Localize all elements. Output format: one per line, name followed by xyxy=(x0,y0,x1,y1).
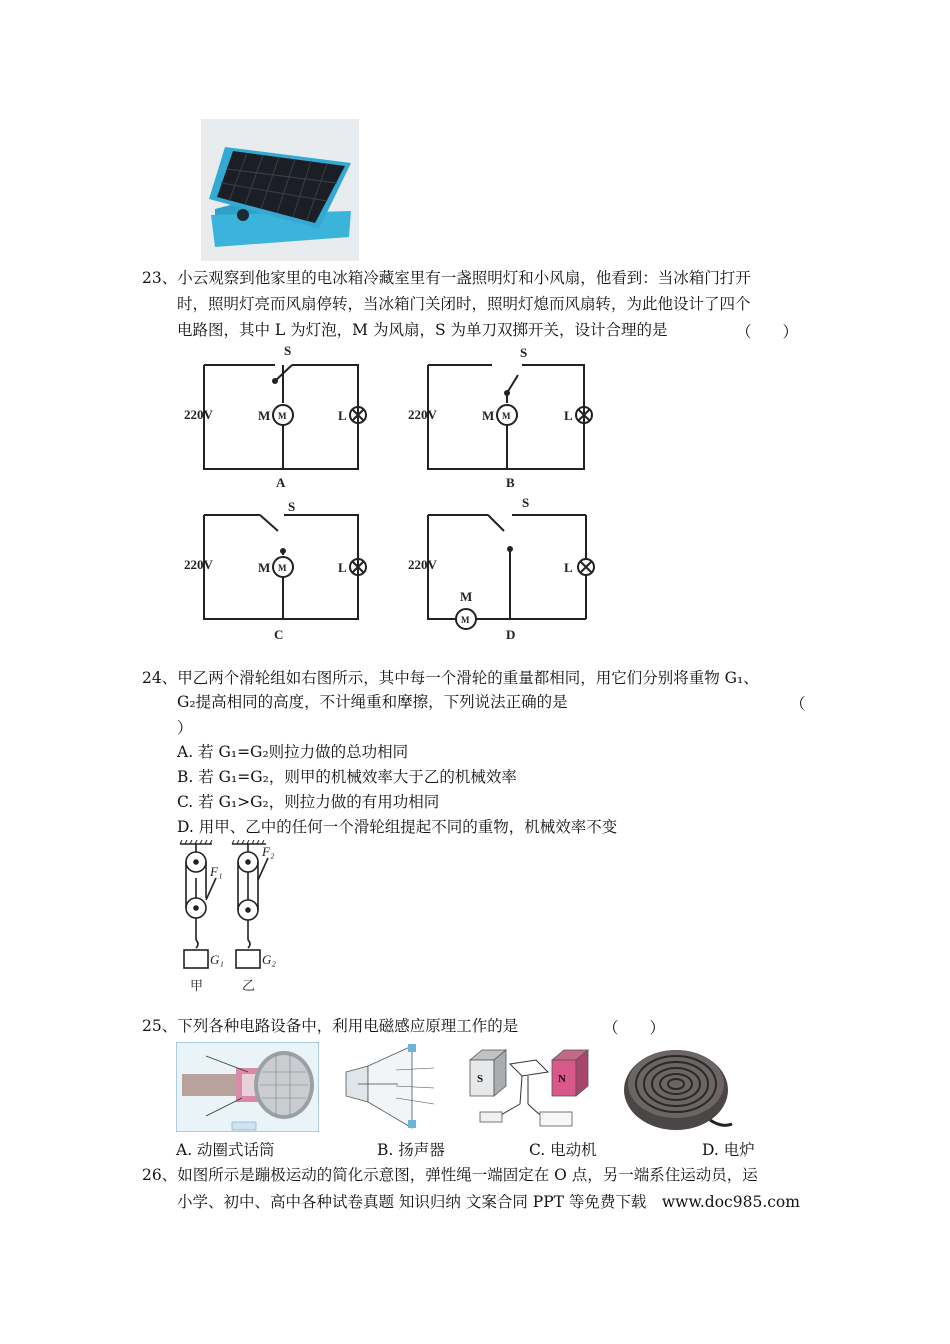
circuit-a-lamp-label: L xyxy=(338,408,347,423)
circuit-diagram-d xyxy=(404,497,604,645)
svg-text:M: M xyxy=(502,411,511,421)
pulley-diagram xyxy=(172,840,282,1000)
circuit-d-voltage-label: 220V xyxy=(408,557,437,572)
circuit-b-voltage-label: 220V xyxy=(408,407,437,422)
circuit-a-label: A xyxy=(276,475,286,490)
circuit-c-label: C xyxy=(274,627,284,642)
q25-option-a: A. 动圈式话筒 xyxy=(176,1141,275,1159)
q25-option-d: D. 电炉 xyxy=(702,1141,755,1159)
q24-paren-open: （ xyxy=(790,695,806,713)
circuit-d-switch-label: S xyxy=(522,497,530,510)
circuit-a-switch-label: S xyxy=(284,345,292,358)
page-footer: 小学、初中、高中各种试卷真题 知识归纳 文案合同 PPT 等免费下载 www.doc985.com xyxy=(177,1193,800,1211)
microphone-diagram xyxy=(176,1042,319,1132)
q24-line-2: G₂提高相同的高度，不计绳重和摩擦，下列说法正确的是 xyxy=(177,693,568,711)
q24-line-1: 24、甲乙两个滑轮组如右图所示，其中每一个滑轮的重量都相同，用它们分别将重物 G₁、 xyxy=(142,669,759,687)
pulley-yi-label: 乙 xyxy=(242,978,256,993)
circuit-diagram-b xyxy=(404,345,604,495)
circuit-diagram-c xyxy=(180,497,380,645)
q24-option-b: B. 若 G₁=G₂，则甲的机械效率大于乙的机械效率 xyxy=(177,768,517,786)
circuit-a-voltage-label: 220V xyxy=(184,407,213,422)
electric-stove-photo xyxy=(618,1042,734,1134)
q23-line-1: 23、小云观察到他家里的电冰箱冷藏室里有一盏照明灯和小风扇，他看到：当冰箱门打开 xyxy=(142,269,751,287)
pulley-g2-label: G₂ xyxy=(262,952,276,967)
q23-line-3: 电路图，其中 L 为灯泡，M 为风扇，S 为单刀双掷开关，设计合理的是 xyxy=(177,321,668,339)
q23-line-2: 时，照明灯亮而风扇停转，当冰箱门关闭时，照明灯熄而风扇转，为此他设计了四个 xyxy=(177,295,751,313)
circuit-a-motor-label: M xyxy=(258,408,271,423)
svg-text:M: M xyxy=(278,411,287,421)
svg-text:M: M xyxy=(461,615,470,625)
circuit-b-label: B xyxy=(506,475,515,490)
pulley-jia-label: 甲 xyxy=(190,978,204,993)
pulley-g1-label: G₁ xyxy=(210,952,224,967)
q24-paren-close: ） xyxy=(177,719,193,737)
q24-option-a: A. 若 G₁=G₂则拉力做的总功相同 xyxy=(177,743,409,761)
q24-option-c: C. 若 G₁>G₂，则拉力做的有用功相同 xyxy=(177,793,440,811)
circuit-b-motor-label: M xyxy=(482,408,495,423)
circuit-c-lamp-label: L xyxy=(338,560,347,575)
solar-clip-photo xyxy=(201,119,359,261)
circuit-b-lamp-label: L xyxy=(564,408,573,423)
q23-answer-paren: （ ） xyxy=(736,323,799,341)
speaker-diagram xyxy=(338,1042,446,1132)
motor-n-pole: N xyxy=(558,1073,566,1085)
q25-answer-paren: （ ） xyxy=(603,1019,666,1037)
q25-option-c: C. 电动机 xyxy=(529,1141,597,1159)
circuit-c-voltage-label: 220V xyxy=(184,557,213,572)
circuit-c-motor-label: M xyxy=(258,560,271,575)
motor-diagram xyxy=(466,1042,590,1134)
circuit-diagram-a xyxy=(180,345,380,495)
q24-option-d: D. 用甲、乙中的任何一个滑轮组提起不同的重物，机械效率不变 xyxy=(177,818,618,836)
circuit-c-switch-label: S xyxy=(288,499,296,514)
circuit-d-lamp-label: L xyxy=(564,560,573,575)
circuit-b-switch-label: S xyxy=(520,345,528,360)
q26-line-1: 26、如图所示是蹦极运动的简化示意图，弹性绳一端固定在 O 点，另一端系住运动员，运 xyxy=(142,1166,758,1184)
pulley-f2-label: F₂ xyxy=(262,844,275,859)
pulley-f1-label: F₁ xyxy=(210,864,223,879)
q25-option-b: B. 扬声器 xyxy=(377,1141,445,1159)
svg-text:M: M xyxy=(278,563,287,573)
circuit-d-label: D xyxy=(506,627,516,642)
q25-line-1: 25、下列各种电路设备中，利用电磁感应原理工作的是 xyxy=(142,1017,519,1035)
motor-s-pole: S xyxy=(477,1073,484,1085)
circuit-d-motor-label: M xyxy=(460,589,473,604)
